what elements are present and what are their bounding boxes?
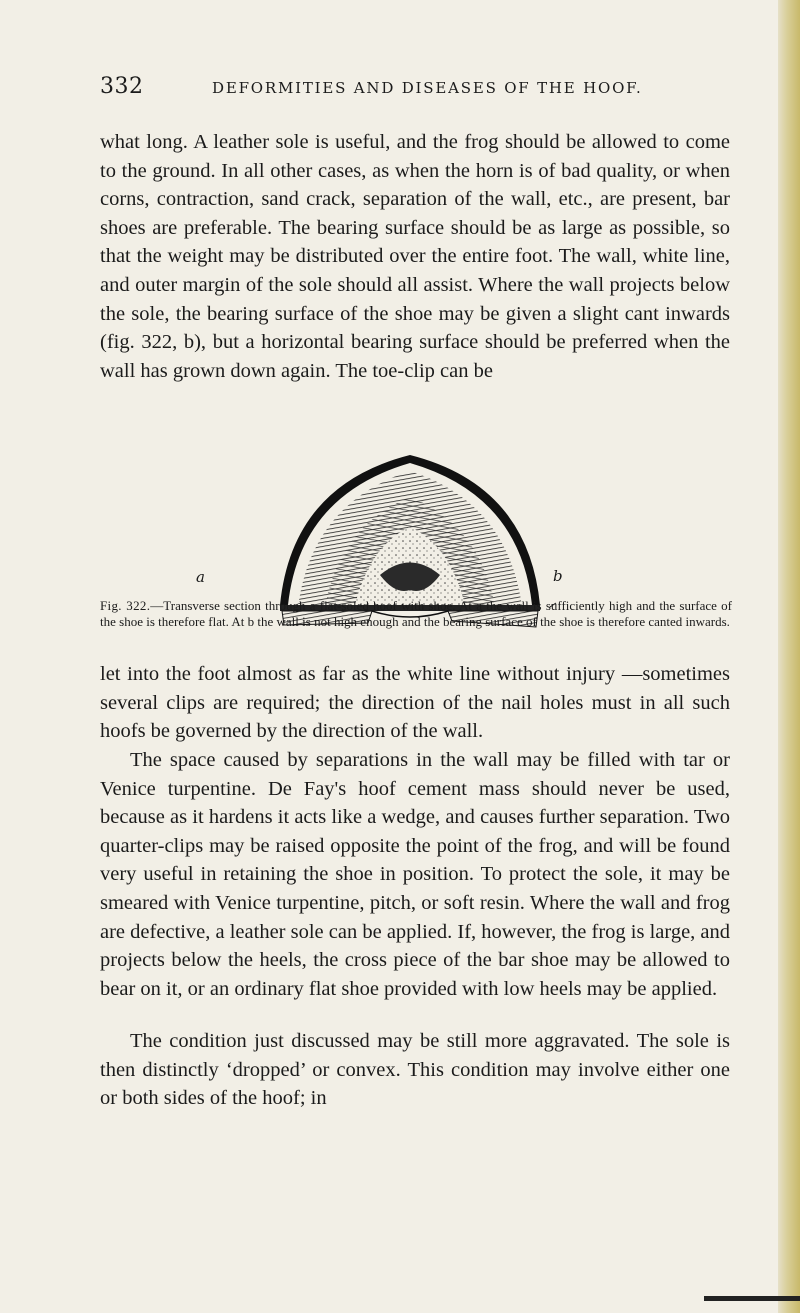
figure-label-a: a xyxy=(196,568,205,586)
figure-caption xyxy=(100,598,732,629)
page-edge xyxy=(778,0,800,1313)
hoof-section-illustration xyxy=(240,455,580,670)
page-number: 332 xyxy=(100,74,144,99)
paragraph-3: The space caused by separations in the wall may be filled with tar or Venice turpentine. De Fay's hoof cement mass should never be used, because as it hardens it acts like a wedge, and causes further separation. Two quarter-clips may be raised opposite the point of the frog, and will be found very useful in retaining the shoe in position. To protect the sole, it may be smeared with Venice turpentine, pitch, or soft resin. Where the wall and frog are defective, a leather sole can be applied. If, however, the frog is large, and projects below the heels, the cross piece of the bar shoe may be allowed to bear on it, or an ordinary flat shoe provided with low heels may be applied. xyxy=(100,749,731,1000)
running-head: DEFORMITIES AND DISEASES OF THE HOOF. xyxy=(212,79,643,97)
bottom-rule xyxy=(704,1296,800,1301)
paragraph-4: The condition just discussed may be still more aggravated. The sole is then distinctly ‘dropped’ or convex. This condition may involve either one or both sides of the hoof; in xyxy=(100,1030,730,1110)
figure-number: Fig. 322. xyxy=(100,598,151,613)
page-header xyxy=(100,74,740,104)
figure-caption-text: —Transverse section through a flat-soled hoof with shoe. At a the wall is sufficiently high and the surface of the shoe is therefore flat. At b the wall is not high enough and the bearing surface of the shoe is therefore canted inwards. xyxy=(100,598,732,629)
figure-label-b: b xyxy=(553,567,563,585)
paragraph-1: what long. A leather sole is useful, and the frog should be allowed to come to the ground. In all other cases, as when the horn is of bad quality, or when corns, contraction, sand crack, separation of the wall, etc., are present, bar shoes are preferable. The bearing surface should be as large as possible, so that the weight may be distributed over the entire foot. The wall, white line, and outer margin of the sole should all assist. Where the wall projects below the sole, the bearing surface of the shoe may be given a slight cant inwards (fig. 322, b), but a horizontal bearing surface should be preferred when the wall has grown down again. The toe-clip can be xyxy=(100,131,730,382)
paragraph-2: let into the foot almost as far as the white line without injury —sometimes several clips are required; the direction of the nail holes must in all such hoofs be governed by the direction of the wall. xyxy=(100,663,730,743)
